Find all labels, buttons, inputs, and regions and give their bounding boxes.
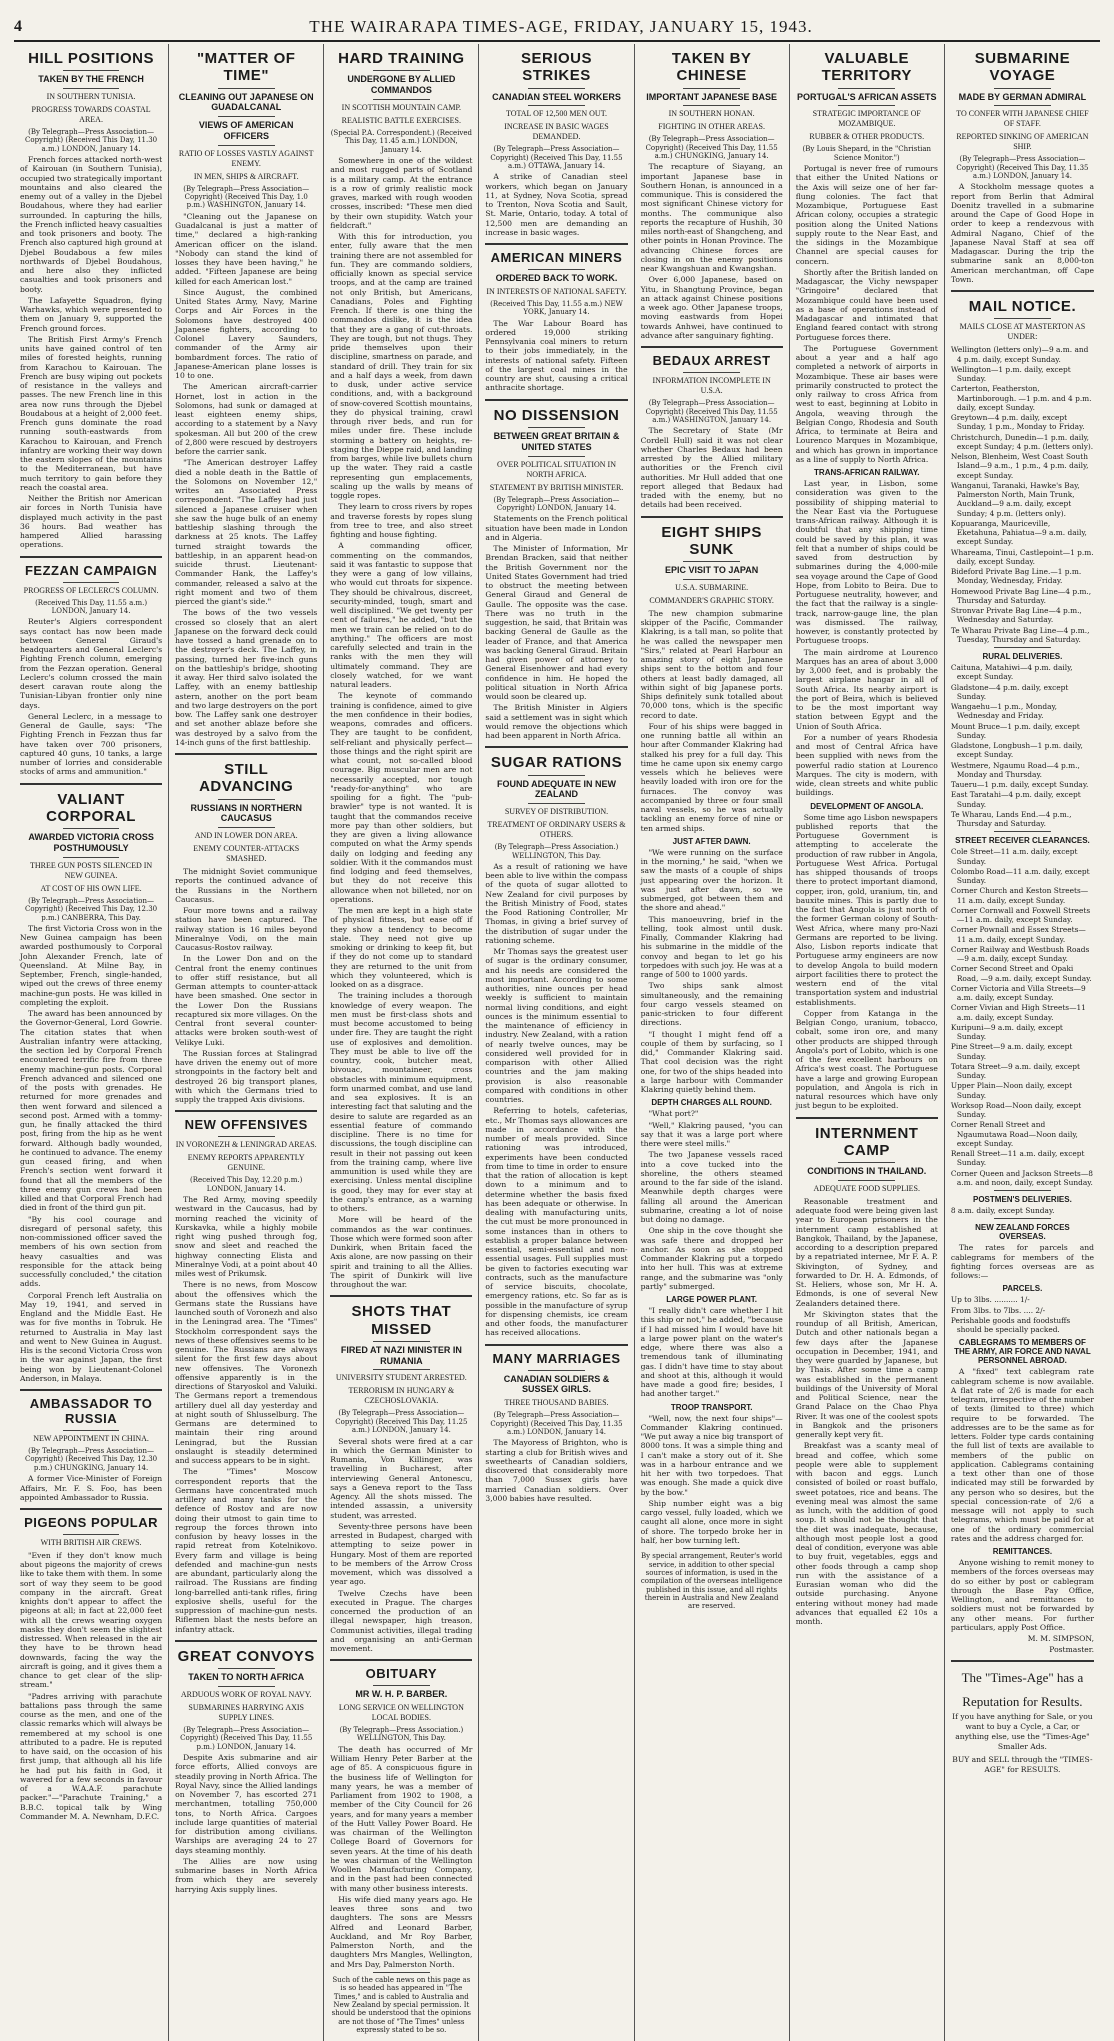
headline: AMBASSADOR TO RUSSIA xyxy=(29,1396,153,1427)
paragraph: Despite Axis submarine and air force efforts, Allied convoys are steadily proving in North Africa. The Royal Navy, since the Allied landings on November 7, has escorted 271 merchantmen, totalling 750,000 tons, to North Africa. Cargoes include large quantities of material for distribution among civilians. Warships are averaging 24 to 27 days steaming monthly. xyxy=(175,1753,318,1855)
deck: REALISTIC BATTLE EXERCISES. xyxy=(341,115,462,125)
paragraph: Neither the British nor American air forces in North Tunisia have displayed much activity in the past 36 hours. Bad weather has hampered Allied harassing operations. xyxy=(20,494,163,550)
deck: ADEQUATE FOOD SUPPLIES. xyxy=(813,1183,920,1193)
dateline: (By Telegraph—Press Association—Copyright) LONDON, January 14. xyxy=(493,495,620,512)
paragraph: Several shots were fired at a car in which the German Minister to Rumania, Von Killinger, was travelling in Bucharest, after interviewing General Antonescu, says a Geneva report to the Tass Agency. All the shots missed. The intended assassin, a university student, was arrested. xyxy=(330,1436,473,1520)
deck: INFORMATION INCOMPLETE IN U.S.A. xyxy=(652,376,771,396)
subheadline: PORTUGAL'S AFRICAN ASSETS xyxy=(797,91,937,102)
list-item: Totara Street—9 a.m. daily, except Sunday. xyxy=(950,1061,1081,1081)
headline: SERIOUS STRIKES xyxy=(520,50,592,85)
list-item: Upper Plain—Noon daily, except Sunday. xyxy=(950,1081,1073,1100)
list-item: Caituna, Matahiwi—4 p.m. daily, except Sunday. xyxy=(950,663,1073,682)
article-many-marriages xyxy=(485,1352,627,1503)
list-item: Corner Victoria and Villa Streets—9 a.m. daily, except Sunday. xyxy=(950,983,1086,1003)
paragraph: One ship in the cove thought she was safe there and dropped her anchor. As soon as she stopped Commander Klakring put a torpedo into her hull. This was at extreme range, and the submarine was "only partly" submerged. xyxy=(640,1226,783,1291)
article-hill-positions xyxy=(20,50,162,550)
subheadline: AWARDED VICTORIA CROSS POSTHUMOUSLY xyxy=(28,832,154,853)
paragraph: Mr Skivington states that the roundup of all British, American, Dutch and other nationals began a few days after the Japanese occupation in December, 1941, and they were guarded by Japanese, but by Thais. After some time a camp was established in the permanent buildings of the University of Moral and Political Science, near the Grand Palace on the Chao Phya River. It was one of the coolest spots in Bangkok and the prisoners generally kept very fit. xyxy=(795,1309,938,1440)
subheadline: CLEANING OUT JAPANESE ON GUADALCANAL xyxy=(178,91,314,113)
headline: SUGAR RATIONS xyxy=(490,754,623,772)
paragraph: The midnight Soviet communique reports the continued advance of the Russians in the Northern Caucasus. xyxy=(175,867,318,904)
paragraph: Twelve Czechs have been executed in Prague. The charges concerned the production of an illegal newspaper, high treason, Communist activities, illegal trading and organising an anti-German movement. xyxy=(330,1588,473,1654)
deck: THREE GUN POSTS SILENCED IN NEW GUINEA. xyxy=(29,860,153,880)
deck: ENEMY REPORTS APPARENTLY GENUINE. xyxy=(187,1153,305,1173)
deck: RATIO OF LOSSES VASTLY AGAINST ENEMY. xyxy=(178,148,314,168)
paragraph: "Well, now, the next four ships"—Commander Klakring continued. "We put away a nice big transport of 8000 tons. It was a simple thing and I can't make a story out of it. She was in a harbour entrance and we hit her with two torpedoes. That was enough. She made a quick dive by the bow." xyxy=(640,1413,783,1497)
headline: AMERICAN MINERS xyxy=(490,250,623,266)
deck: RUBBER & OTHER PRODUCTS. xyxy=(809,132,925,142)
paragraph: The two Japanese vessels raced into a cove tucked into the shoreline, the others steamed around to the far side of the island. Meanwhile depth charges were falling all around the American submarine, creating a lot of noise but doing no damage. xyxy=(640,1150,783,1225)
list-item: Greytown—4 p.m. daily, except Sunday, 1 p.m., Monday to Friday. xyxy=(950,413,1085,432)
deck: IN SOUTHERN HONAN. xyxy=(668,109,755,119)
paragraph: Copper from Katanga in the Belgian Congo, uranium, tobacco, cobalt, some iron ore, and many other products are shipped through Angola's port of Lobito, which is one of the few excellent harbours on Africa's west coast. The Portuguese have a large and growing European population, and Angola is rich in natural resources which have only just begun to be exploited. xyxy=(795,1008,938,1111)
paragraph: Statements on the French political situation have been made in London and in Algeria. xyxy=(485,514,628,542)
dateline: (By Telegraph—Press Association—Copyright) (Received This Day, 1.0 p.m.) WASHINGTON, January 14. xyxy=(183,184,310,210)
headline: NEW OFFENSIVES xyxy=(184,1117,308,1133)
paragraph: They learn to cross rivers by ropes and traverse forests by ropes slung from tree to tree, and also street fighting and house fighting. xyxy=(330,502,473,540)
subheadline: MR W. H. P. BARBER. xyxy=(355,1689,448,1700)
subheadline: VIEWS OF AMERICAN OFFICERS xyxy=(198,120,294,141)
list-item: Corner Queen and Jackson Streets—8 a.m. and noon, daily, except Sunday. xyxy=(950,1168,1093,1187)
columns xyxy=(14,44,1100,2035)
paragraph: A commanding officer, commenting on the commandos, said it was fantastic to suppose that they were a gang of low villains, who would cut throats for sixpence. They should be chivalrous, discreet, security-minded, tough, smart and well disciplined. "We get twenty per cent of failures," he added, "but the men we train can be relied on to do anything." The officers are most carefully selected and train in the ranks with the men they will ultimately command. They are closely watched, for we want natural leaders. xyxy=(330,541,473,690)
section-heading: TROOP TRANSPORT. xyxy=(670,1402,753,1412)
column-3 xyxy=(324,44,479,2041)
copyright-note: Such of the cable news on this page as is so headed has appeared in "The Times," and is cabled to Australia and New Zealand by special permission. It should be understood that the opinions are not those of "The Times" unless expressly stated to be so. xyxy=(331,1975,472,2035)
subheadline: IMPORTANT JAPANESE BASE xyxy=(646,91,777,102)
paragraph: Mr Thomas says the greatest user of sugar is the ordinary consumer, and his needs are considered the most important. According to some authorities, nine ounces per head weekly is sufficient to maintain normal living conditions, and eight ounces is the minimum essential to the maintenance of efficiency in industry. New Zealand, with a ration of nearly twelve ounces, may be considered well provided for in comparison with other Allied countries and the jam making provision is also reasonable compared with conditions in other countries. xyxy=(485,947,628,1105)
list-item: Westmere, Ngaumu Road—4 p.m., Monday and Thursday. xyxy=(950,760,1080,779)
paragraph: Seventy-three persons have been arrested in Budapest, charged with attempting to seize power in Hungary. Most of them are reported to be members of the Arrow Cross movement, which was dissolved a year ago. xyxy=(330,1521,473,1587)
deck: IN SOUTHERN TUNISIA. xyxy=(46,92,136,102)
paragraph: The Lafayette Squadron, flying Warhawks, which were presented to them on January 9, supported the French ground forces. xyxy=(20,295,163,333)
paragraph: Shortly after the British landed on Madagascar, the Vichy newspaper "Gringoire" declared that Mozambique could have been used as a base of operations instead of Madagascar and intimated that England feared contact with strong Portuguese forces there. xyxy=(795,267,938,342)
signature-title: Postmaster. xyxy=(1049,1645,1094,1655)
dateline: (By Telegraph—Press Association.) WELLINGTON, This Day. xyxy=(339,1726,464,1743)
paragraph: Over 6,000 Japanese, based on Yitu, in Shangtung Province, began an attack against Chinese positions a week ago. Other Japanese troops, moving eastwards from Hopei towards Anhwei, have continued to advance after sanguinary fighting. xyxy=(640,275,783,340)
paragraph: The award has been announced by the Governor-General, Lord Gowrie. The citation states that when Australian infantry were attacking, the section led by Corporal French encountered terrific fire from three enemy machine-gun posts. Corporal French advanced and silenced one of the posts with grenades. He returned for more grenades and then went forward and silenced a second post. Armed with a tommy-gun, he finally attacked the third post, firing from the hip as he went forward. Although badly wounded, he continued to advance. The enemy gun ceased firing, and when French's section went forward it found that all the members of the three enemy gun crews had been killed and that Corporal French had died in front of the third gun pit. xyxy=(20,1009,163,1213)
list-item: Stronvar Private Bag Line—4 p.m., Wednesday and Saturday. xyxy=(950,606,1082,625)
deck: TO CONFER WITH JAPANESE CHIEF OF STAFF. xyxy=(956,109,1089,129)
paragraph: Reasonable treatment and adequate food were being given last year to European prisoners in the internment camp established at Bangkok, Thailand, by the Japanese, according to a description prepared by a repatriated internee, Mr F. A. P. Skivington, of Sydney, and forwarded to Dr. H. A. Edmonds, of St. Heliers, whose son, Mr H. A. Edmonds, is one of several New Zealanders detained there. xyxy=(795,1196,938,1308)
paragraph: The Red Army, moving speedily westward in the Caucasus, had by morning reached the vicinity of Kurskavka, while a highly mobile right wing pushed through fog, snow and sleet and reached the highway connecting Elista and Mineralnye Vodi, at a point about 40 miles west of Prikumsk. xyxy=(175,1195,318,1279)
headline: NO DISSENSION xyxy=(493,406,620,424)
paragraph: Last year, in Lisbon, some consideration was given to the possibility of shipping material to the Near East via the Portuguese trans-African railway. Although it is doubtful that any shipping time could be saved by this plan, it was felt that a number of ships could be saved from destruction by submarines during the 4,000-mile sea voyage around the Cape of Good Hope, from Lobito to Beira. Due to Portuguese neutrality, however, and the fact that the railway is a single-track, narrow-gauge line, the plan was dismissed. The railway, however, is constantly protected by Portuguese troops. xyxy=(795,479,938,646)
headline: FEZZAN CAMPAIGN xyxy=(24,562,158,578)
paragraph: The Minister of Information, Mr Brendan Bracken, said that neither the British Government nor the United States Government had tried to obstruct the meeting between General Giraud and General de Gaulle. The opposite was the case. There was no truth in the suggestion, he said, that Britain was backing General de Gaulle as the leader of France, and that America was backing General Giraud. Britain had given power of attorney to General Eisenhower and had every confidence in him. He hoped the political situation in North Africa would soon be cleared up. xyxy=(485,544,628,702)
deck: STRATEGIC IMPORTANCE OF MOZAMBIQUE. xyxy=(812,109,921,129)
paragraph: Anyone wishing to remit money to members of the forces overseas may do so either by post or cablegram through the Base Pay Office, Wellington, and remittances to soldiers must not be forwarded by any other means. For further particulars, apply Post Office. xyxy=(950,1558,1094,1632)
deck: INCREASE IN BASIC WAGES DEMANDED. xyxy=(504,122,609,142)
paragraph: The recapture of Siayang, an important Japanese base in Southern Honan, is announced in a communique. This is considered the most significant Chinese victory for months. The communique also reports the recapture of Hushih, 30 miles north-east of Shangcheng, and other points in Honan Province. The advancing Chinese forces are closing in on the enemy positions near Kwangshuan and Kwangshan. xyxy=(640,162,783,274)
paragraph: Referring to hotels, cafeterias, etc., Mr Thomas says allowances are made in accordance with the number of meals provided. Since rationing was introduced, experiments have been conducted from time to time in order to ensure that the ration of allocation is kept down to a minimum and to determine whether the basis fixed has been adequate or otherwise. In dealing with manufacturing units, the cut must be more pronounced in some instances than in others to establish a proper balance between essential, semi-essential and non-essential usages. Full supplies must be given to factories executing war contracts, such as the manufacture of service biscuits, chocolate, emergency rations, etc. So far as is possible in the manufacture of syrup for dispensing chemists, ice cream and other foods, the manufacturer has received allocations. xyxy=(485,1106,628,1338)
section-heading: PARCELS. xyxy=(1002,1284,1043,1294)
paragraph: "Even if they don't know much about pigeons the majority of crews like to take them with them. In some sort of way they seem to be good company in the aircraft. Great knights don't appear to affect the pigeons at all; in fact at 22,000 feet with all the crews wearing oxygen masks they don't seem the slightest distressed. When released in the air they have to be thrown head downwards, facing the way the aircraft is going, and it gives them a chance to get clear of the slip-stream." xyxy=(20,1550,163,1690)
section-heading: TRANS-AFRICAN RAILWAY. xyxy=(814,468,920,478)
paragraph: More will be heard of the commandos as the war continues. Those which were formed soon after Dunkirk, when Britain faced the Axis alone, are now passing on their spirit and training to all the Allies. The spirit of Dunkirk will live throughout the war. xyxy=(330,1215,473,1290)
dateline: (Special P.A. Correspondent.) (Received This Day, 11.45 a.m.) LONDON, January 14. xyxy=(330,128,473,154)
deck: AND IN LOWER DON AREA. xyxy=(194,831,298,841)
dateline: (By Telegraph—Press Association—Copyright) (Received This Day, 11.55 p.m.) LONDON, January 14. xyxy=(180,1725,313,1751)
paragraph: A "fixed" text cablegram rate cablegram scheme is now available. A flat rate of 2/6 is made for each telegram, irrespective of the number of texts (limited to three) which require to be forwarded. The addresses are to be the same as for letters. Folder type cards containing the full list of texts are available to members of the public on application. Cablegrams containing a text other than one of those indicated may still be forwarded by any person who so desires, but the special concession-rate of 2/6 a message will not apply to such telegrams, which must be paid for at one of the ordinary commercial rates and the address charged for. xyxy=(950,1367,1094,1543)
paragraph: The death has occurred of Mr William Henry Peter Barber at the age of 85. A conspicuous figure in the business life of Wellington for many years, he was a member of Parliament from 1902 to 1908, a member of the City Council for 26 years, and for many years a member of the Hutt Valley Power Board. He was chairman of the Wellington College Board of Governors for seven years. At the time of his death he was chairman of the Wellington Woollen Manufacturing Company, and in the past had been connected with many other business interests. xyxy=(330,1744,473,1893)
deck: MAILS CLOSE AT MASTERTON AS UNDER: xyxy=(959,322,1086,342)
deck: ENEMY COUNTER-ATTACKS SMASHED. xyxy=(193,844,300,864)
article-new-offensives xyxy=(175,1118,317,1633)
list-item: Carterton, Featherston, Martinborough. —1 p.m. and 4 p.m. daily, except Sunday. xyxy=(950,384,1092,412)
headline: VALIANT CORPORAL xyxy=(46,790,136,825)
dateline: (By Telegraph—Press Association—Copyright) (Received This Day, 11.35 a.m.) LONDON, January 14. xyxy=(490,1411,623,1437)
dateline: (By Telegraph—Press Association—Copyright) (Received This Day, 11.55 a.m.) OTTAWA, January 14. xyxy=(490,145,623,171)
article-valiant-corporal xyxy=(20,791,162,1384)
paragraph: The training includes a thorough knowledge of every weapon. The men must be first-class shots and must become accustomed to being under fire. They are taught the right use of explosives and demolition. They must be able to live off the country, cook, butcher meat, bivouac, mountaineer, cross obstacles with minimum equipment, form unarmed combat, and use land and sea explosives. It is an interesting fact that saluting and the desire to salute are regarded as an essential feature of commando discipline. There is no time for discussions, the tough discipline can result in their not passing out keen from the training camp, where live ammunition is used while they are exercising. Unless mental discipline is good, they may for ever stay at the camp's entrance, as a warning to others. xyxy=(330,991,473,1214)
article-obituary xyxy=(330,1667,472,2034)
deck: FIGHTING IN OTHER AREAS. xyxy=(658,122,765,132)
subheadline: ORDERED BACK TO WORK. xyxy=(495,273,618,284)
column-5 xyxy=(635,44,790,2041)
paragraph: French forces attacked north-west of Kairouan (in Southern Tunisia), occupied two strategically important mountains and also cleared the enemy out of a valley in the Djebel Boudahous, where they had earlier surrounded. In capturing the hills, the French inflicted heavy casualties and took prisoners and booty. The French also captured high ground at Djebel Boudabous a few miles northwards of Djebel Boudahous, and here also they inflicted casualties and took prisoners and booty. xyxy=(20,155,163,294)
paragraph: In the Lower Don and on the Central front the enemy continues to offer stiff resistance, but all German attempts to counter-attack have been smashed. One sector in the Lower Don the Russians recaptured six more villages. On the Central front several counter-attacks were broken south-west of Velikye Luki. xyxy=(175,954,318,1047)
headline: "MATTER OF TIME" xyxy=(196,50,296,85)
paragraph: The "Times" Moscow correspondent reports that the Germans have concentrated much artillery and many tanks for the defence of Rostov and are now doing their utmost to gain time to regroup the forces thrown into confusion by heavy losses in the rapid retreat from Kotelnikovo. Every farm and village is being defended and machine-gun nests are abundant, particularly along the railroad. The Russians are finding long-barrelled anti-tank rifles, firing explosive shells, useful for the suppression of machine-gun nests. Riflemen blast the nests before an infantry attack. xyxy=(175,1467,318,1634)
subheadline: UNDERGONE BY ALLIED COMMANDOS xyxy=(347,74,456,96)
list-item: Perishable goods and foodstuffs should be specially packed. xyxy=(950,1315,1071,1335)
dateline: (Received This Day, 12.20 p.m.) LONDON, January 14. xyxy=(190,1176,303,1193)
article-american-miners xyxy=(485,251,627,393)
headline: VALUABLE TERRITORY xyxy=(821,50,912,85)
deck: IN SCOTTISH MOUNTAIN CAMP. xyxy=(341,102,462,112)
headline: EIGHT SHIPS SUNK xyxy=(661,523,762,558)
list-item: Up to 3lbs. .......... 1/- xyxy=(950,1295,1030,1305)
headline: BEDAUX ARREST xyxy=(652,353,771,369)
ad-slogan: BUY and SELL through the "TIMES-AGE" for RESULTS. xyxy=(952,1754,1093,1774)
list-item: Te Wharau, Lands End.—4 p.m., Thursday and Saturday. xyxy=(950,809,1072,829)
dateline: (By Telegraph—Press Association—Copyright) (Received This Day, 11.35 a.m.) LONDON, January 14. xyxy=(956,155,1089,181)
paragraph: A former Vice-Minister of Foreign Affairs, Mr. F. S. Foo, has been appointed Ambassador to Russia. xyxy=(20,1474,163,1502)
ad-title: The "Times-Age" has a xyxy=(961,1670,1084,1686)
paragraph: The rates for parcels and cablegrams for members of the fighting forces overseas are as follows:— xyxy=(950,1243,1094,1281)
headline: TAKEN BY CHINESE xyxy=(671,50,752,85)
article-valuable-territory xyxy=(796,50,938,1111)
subheadline: MADE BY GERMAN ADMIRAL xyxy=(958,91,1087,102)
paragraph: Breakfast was a scanty meal of bread and coffee, which some people were able to supplement with bacon and eggs. Lunch consisted of boiled or roast buffalo, sweet potatoes, rice and beans. The evening meal was almost the same as lunch, with the addition of good soup. It should not be thought that the diet was inadequate, because, although most people lost a good deal of condition, everyone was able to buy fruit, vegetables, eggs and other foods through a camp shop run with the assistance of a Eurasian woman who did the outside purchasing. Anyone entering without money had made advances that equalled £2 10s a month. xyxy=(795,1441,938,1627)
subheadline: TAKEN BY THE FRENCH xyxy=(38,74,144,85)
column-6 xyxy=(790,44,945,2041)
column-7 xyxy=(945,44,1100,2041)
list-item: Wellington (letters only)—9 a.m. and 4 p.m. daily, except Sunday. xyxy=(950,345,1089,364)
copyright-note: By special arrangement, Reuter's world service, in addition to other special sources of information, is used in the compilation of the overseas intelligence published in this issue, and all rights therein in Australia and New Zealand are reserved. xyxy=(640,1552,783,1611)
article-eight-ships-sunk xyxy=(641,524,783,1611)
headline: MANY MARRIAGES xyxy=(492,1350,621,1366)
list-item: Whareama, Tinui, Castlepoint—1 p.m. daily, except Sunday. xyxy=(950,547,1094,566)
dateline: (By Louis Shepard, in the "Christian Science Monitor.") xyxy=(802,145,932,162)
dateline: (By Telegraph—Press Association—Copyright) (Received This Day, 11.55 a.m.) CHUNGKING, January 14. xyxy=(645,135,778,161)
article-pigeons-popular xyxy=(20,1516,162,1821)
paragraph: The Secretary of State (Mr Cordell Hull) said it was not clear whether Charles Bedaux had been arrested by the Allied military authorities or the French civil authorities. Mr Hull added that one report alleged that Bedaux had traded with the enemy, but no details had been received. xyxy=(640,426,783,510)
headline: GREAT CONVOYS xyxy=(177,1647,315,1665)
column-2 xyxy=(169,44,324,2041)
list-item: Cole Street—11 a.m. daily, except Sunday. xyxy=(950,847,1078,866)
list-item: Worksop Road—Noon daily, except Sunday. xyxy=(950,1100,1082,1120)
dateline: (By Telegraph—Press Association—Copyright) (Received This Day, 11.30 a.m.) LONDON, January 14. xyxy=(25,128,158,153)
deck: ARDUOUS WORK OF ROYAL NAVY. xyxy=(180,1689,312,1699)
list-item: Colombo Road—11 a.m. daily, except Sunday. xyxy=(950,866,1090,886)
ad-body: If you have anything for Sale, or you want to buy a Cycle, a Car, or anything else, use the "Times-Age" Smaller Ads. xyxy=(952,1712,1093,1751)
paragraph: The main airdrome at Lourenco Marques has an area of about 3,000 by 3,000 feet, and is probably the largest airplane hangar in all of South Africa. Its nearby airport is the port of Beira, which is believed to be the most important way station between Egypt and the Union of South Africa. xyxy=(795,647,938,731)
paragraph: "Cleaning out the Japanese on Guadalcanal is just a matter of time," declared a high-ranking American officer on the island. "Nobody can stand the kind of losses they have been having," he added. "Fifteen Japanese are being killed for each American lost." xyxy=(175,211,318,286)
paragraph: As a result of rationing we have been able to live within the compass of the quota of sugar allotted to New Zealand for civil purposes by the British Ministry of Food, states the Food Rationing Controller, Mr Thomas, in giving a brief survey of the distribution of sugar under the rationing scheme. xyxy=(485,861,628,945)
headline: OBITUARY xyxy=(365,1666,438,1682)
parcels-list xyxy=(951,1295,1094,1334)
section-heading: LARGE POWER PLANT. xyxy=(666,1295,757,1305)
subheadline: FIRED AT NAZI MINISTER IN RUMANIA xyxy=(340,1344,462,1366)
signature-name: M. M. SIMPSON, xyxy=(1027,1634,1094,1644)
article-hard-training xyxy=(330,50,472,1289)
paragraph: This manoeuvring, brief in the telling, took almost until dusk. Finally, Commander Klakring had his submarine in the middle of the convoy and began to let go his torpedoes with such joy. He was at a range of 500 to 1000 yards. xyxy=(640,914,783,980)
paragraph: Two ships sank almost simultaneously, and the remaining four cargo vessels steamed on panic-stricken to four different directions. xyxy=(640,981,783,1028)
list-item: 8 a.m. daily, except Sunday. xyxy=(950,1206,1055,1216)
subheadline: TAKEN TO NORTH AFRICA xyxy=(188,1672,305,1683)
deck: LONG SERVICE ON WELLINGTON LOCAL BODIES. xyxy=(338,1703,464,1723)
paragraph: "We were running on the surface in the morning," he said, "when we saw the masts of a couple of ships just appearing over the horizon. It was just after dawn, so we submerged, got between them and the shore and ahead." xyxy=(640,847,783,913)
subheadline: FOUND ADEQUATE IN NEW ZEALAND xyxy=(496,778,616,800)
subheadline: EPIC VISIT TO JAPAN xyxy=(665,565,759,576)
rural-list xyxy=(951,663,1094,828)
page-number: 4 xyxy=(14,18,22,35)
section-heading: STREET RECEIVER CLEARANCES. xyxy=(955,836,1090,846)
column-1 xyxy=(14,44,169,2041)
paragraph: The Portuguese Government about a year and a half ago completed a network of airports in Mozambique. These air bases were primarily constructed to protect the only railway to cross Africa from west to east, beginning at Lobito in Angola, weaving through the Belgian Congo, Rhodesia and South Africa, to terminate at Beira and Lourenco Marques in Mozambique, and which has grown in importance as a line of supply to North Africa. xyxy=(795,343,938,464)
subheadline: RUSSIANS IN NORTHERN CAUCASUS xyxy=(190,802,302,824)
list-item: Wanganui, Taranaki, Hawke's Bay, Palmerston North, Main Trunk, Auckland—9 a.m. daily, except Sunday; 4 p.m. (letters only). xyxy=(950,480,1080,518)
section-heading: JUST AFTER DAWN. xyxy=(672,836,751,846)
deck: SUBMARINES HARRYING AXIS SUPPLY LINES. xyxy=(188,1702,304,1722)
section-heading: POSTMEN'S DELIVERIES. xyxy=(973,1195,1072,1205)
article-bedaux-arrest xyxy=(641,354,783,509)
paragraph: The bows of the two vessels crossed so closely that an alert Japanese on the forward deck could have tossed a hand grenade on to the destroyer's deck. The Laffey, in passing, turned her five-inch guns on the battleship's bridge, shooting it away. Her third salvo isolated the Laffey, with an enemy battleship astern, another on the port beam and two large destroyers on the port bow. The Laffey sank one destroyer and set another ablaze before she was destroyed by a salvo from the 14-inch guns of the first battleship. xyxy=(175,608,318,747)
deck: IN INTERESTS OF NATIONAL SAFETY. xyxy=(486,286,627,296)
paragraph: Portugal is never free of rumours that either the United Nations or the Axis will seize one of her far-flung colonies. The fact that Mozambique, Portuguese East African colony, occupies a strategic position along the United Nations supply route to the Near East, and the sidings in the Mozambique Channel are special causes for concern. xyxy=(795,164,938,266)
paragraph: "I really didn't care whether I hit this ship or not," he added, "because if I had missed him I would have hit a large power plant on the water's edge, where there was also a tremendous tank of illuminating gas. I didn't have time to stay about and shoot at this, although it would have made a good fire; besides, I had another target." xyxy=(640,1306,783,1399)
list-item: Corner Pownall and Essex Streets—11 a.m. daily, except Sunday. xyxy=(950,925,1086,944)
list-item: Kuripuni—9 a.m. daily, except Sunday. xyxy=(950,1022,1063,1042)
deck: OVER POLITICAL SITUATION IN NORTH AFRICA. xyxy=(496,459,616,479)
street-list xyxy=(951,847,1094,1187)
dateline: (By Telegraph—Press Association—Copyright) (Received This Day, 12.30 p.m.) CHUNGKING, January 14. xyxy=(25,1447,158,1472)
deck: IN MEN, SHIPS & AIRCRAFT. xyxy=(193,171,299,181)
paragraph: Four more towns and a railway station have been captured. The railway station is 16 miles beyond Mineralnye Vodi, on the main Caucasus-Rostov railway. xyxy=(175,906,318,953)
list-item: Bideford Private Bag Line.—1 p.m. Monday, Wednesday, Friday. xyxy=(950,567,1082,586)
deck: STATEMENT BY BRITISH MINISTER. xyxy=(489,482,624,492)
article-taken-by-chinese xyxy=(641,50,783,340)
deck: AT COST OF HIS OWN LIFE. xyxy=(40,883,142,893)
headline: INTERNMENT CAMP xyxy=(815,1124,919,1159)
headline: SUBMARINE VOYAGE xyxy=(974,50,1071,85)
list-item: Renall Street—11 a.m. daily, except Sunday. xyxy=(950,1149,1085,1168)
paragraph: General Leclerc, in a message to General de Gaulle, says: "The Fighting French in Fezzan thus far have taken over 700 prisoners, captured 40 guns, 10 tanks, a large number of lorries and considerable stocks of arms and ammunition." xyxy=(20,711,163,777)
article-great-convoys xyxy=(175,1648,317,1894)
paragraph: Four of his ships were bagged in one running battle all within an hour after Commander Klakring had stalked his prey for a full day. This time he came upon six enemy cargo vessels which he believes were heavily loaded with iron ore for the furnaces. The convoy was accompanied by three or four small naval vessels, so he was actually tackling an enemy force of nine or ten armed ships. xyxy=(640,721,783,833)
article-no-dissension xyxy=(485,407,627,741)
list-item: Corner Vivian and High Streets—11 a.m. daily, except Sunday. xyxy=(950,1003,1086,1022)
list-item: Gladstone, Longbush—1 p.m. daily, except Sunday. xyxy=(950,741,1083,760)
subheadline: CONDITIONS IN THAILAND. xyxy=(807,1166,927,1177)
article-sugar-rations xyxy=(485,754,627,1337)
paragraph: The American aircraft-carrier Hornet, lost in action in the Solomons, had sunk or damaged at least eighteen enemy ships, according to a statement by a Navy spokesman. All but 200 of the crew of 2,800 were rescued by destroyers before the carrier sank. xyxy=(175,382,318,457)
mail-list xyxy=(951,345,1094,644)
paragraph: The British First Army's French units have gained control of ten miles of forested heights, running from Karachou to Kairouan. The French are busy wiping out pockets of resistance in the valleys and passes. The new French line in this area now runs through the Djebel Boudabous at a height of 2,000 feet. French guns dominate the road running south-eastwards from Karachou to Kairouan, and French infantry are working their way down the eastern slopes of the mountains to the Mediterranean, but have much territory to gain before they reach the coastal area. xyxy=(20,334,163,492)
article-ambassador-to-russia xyxy=(20,1397,162,1502)
list-item: Corner Second Street and Opaki Road, —9 a.m. daily, except Sunday. xyxy=(950,964,1092,983)
list-item: Wellington—1 p.m. daily, except Sunday. xyxy=(950,364,1071,384)
dateline: (By Telegraph—Press Association—Copyright) (Received This Day, 12.30 p.m.) CANBERRA, This Day. xyxy=(25,896,158,922)
masthead xyxy=(14,14,1100,42)
list-item: Corner Railway and Westbush Roads—9 a.m. daily, except Sunday. xyxy=(950,944,1090,964)
deck: IN VORONEZH & LENINGRAD AREAS. xyxy=(175,1140,317,1150)
section-heading: DEVELOPMENT OF ANGOLA. xyxy=(810,801,924,811)
dateline: (Received This Day, 11.55 a.m.) LONDON, January 14. xyxy=(35,598,148,616)
deck: WITH BRITISH AIR CREWS. xyxy=(40,1537,142,1547)
headline: HILL POSITIONS xyxy=(28,50,155,67)
deck: SURVEY OF DISTRIBUTION. xyxy=(504,807,609,817)
list-item: Wangaehu—1 p.m., Monday, Wednesday and Friday. xyxy=(950,702,1058,721)
deck: REPORTED SINKING OF AMERICAN SHIP. xyxy=(956,132,1089,152)
article-internment-camp xyxy=(796,1125,938,1627)
subheadline: BETWEEN GREAT BRITAIN & UNITED STATES xyxy=(493,430,620,452)
paragraph: A Stockholm message quotes a report from Berlin that Admiral Doenitz travelled in a submarine around the Cape of Good Hope in order to keep a rendezvous with Admiral Nagano, Chief of the Japanese Naval Staff at sea off Madagascar. During the trip the submarine sank an 8,000-ton American merchantman, off Cape Town. xyxy=(950,182,1094,284)
deck: UNIVERSITY STUDENT ARRESTED. xyxy=(335,1373,467,1383)
dateline: (Received This Day, 11.55 a.m.) NEW YORK, January 14. xyxy=(490,299,623,317)
list-item: Taueru—1 p.m. daily, except Sunday. xyxy=(950,780,1089,790)
article-submarine-voyage xyxy=(951,50,1094,284)
dateline: (By Telegraph—Press Association—Copyright) (Received This Day, 11.25 a.m.) LONDON, January 14. xyxy=(335,1409,468,1435)
paragraph: The Mayoress of Brighton, who is starting a club for British wives and sweethearts of Canadian soldiers, discovered that considerably more than 7,000 Sussex girls have married Canadian soldiers. Over 3,000 babies have resulted. xyxy=(485,1438,628,1503)
section-heading: DEPTH CHARGES ALL ROUND. xyxy=(651,1098,772,1108)
paragraph: His wife died many years ago. He leaves three sons and two daughters. The sons are Messrs Alfred and Leonard Barber, Auckland, and Mr Roy Barber, Palmerston North, and the daughters Mrs Mangles, Wellington, and Mrs Day, Palmerston North. xyxy=(330,1894,473,1969)
newspaper-title: THE WAIRARAPA TIMES-AGE, FRIDAY, JANUARY 15, 1943. xyxy=(309,17,813,36)
dateline: (By Telegraph—Press Association.) WELLINGTON, This Day. xyxy=(494,843,619,860)
list-item: Corner Renall Street and Ngaumutawa Road—Noon daily, except Sunday. xyxy=(950,1120,1078,1148)
ad-title: Reputation for Results. xyxy=(962,1693,1083,1709)
article-fezzan-campaign xyxy=(20,564,162,777)
paragraph: The Russian forces at Stalingrad have driven the enemy out of more strongpoints in the factory belt and destroyed 26 big transport planes, with which the Germans tried to supply the trapped Axis divisions. xyxy=(175,1048,318,1105)
mail-notice xyxy=(951,298,1094,1654)
section-heading: RURAL DELIVERIES. xyxy=(982,652,1063,662)
paragraph: The men are kept in a high state of physical fitness, but ease off if they show a tendency to become stale. They need not give up smoking or drinking to keep fit, but if they do not come up to standard they are returned to the unit from which they volunteered, which is looked on as a disgrace. xyxy=(330,906,473,990)
deck: THREE THOUSAND BABIES. xyxy=(504,1398,609,1408)
advertisement xyxy=(951,1670,1094,1774)
article-still-advancing xyxy=(175,761,317,1104)
paragraph: Reuter's Algiers correspondent says contact has now been made between General Giraud's headquarters and General Leclerc's Fighting French column, emerging from the Fezzan operation. General Leclerc's column crossed the main desert caravan route along the Tunisian-Libyan frontier only nine days. xyxy=(20,617,163,710)
dateline: (By Telegraph—Press Association—Copyright) (Received This Day, 11.55 a.m.) WASHINGTON, January 14. xyxy=(645,399,778,424)
list-item: Corner Cornwall and Foxwell Streets—11 a.m. daily, except Sunday. xyxy=(950,905,1091,925)
article-shots-that-missed xyxy=(330,1303,472,1653)
paragraph: Ship number eight was a big cargo vessel, fully loaded, which we caught all alone, once more in sight of shore. The torpedo broke her in half, her bow turning left. xyxy=(640,1498,783,1545)
list-item: Gladstone—4 p.m. daily, except Sunday. xyxy=(950,682,1069,701)
paragraph: Since August, the combined United States Army, Navy, Marine Corps and Air Forces in the Solomons have destroyed 400 Japanese fighters, according to Colonel Lavery Saunders, commander of the Army air bombardment forces. The ratio of Japanese-American plane losses is 10 to one. xyxy=(175,287,318,381)
paragraph: "Padres arriving with parachute battalions pass through the same course as the men, and one of the classic remarks which will always be remembered at my school is one attributed to a padre. He is reputed to have said, on the occasion of his first jump, that although all his life he had put his faith in God, it wavered for a few seconds in favour of a W.A.A.F. parachute packer."—"Parachute Training," a B.B.C. topical talk by Wing Commander M. A. Newnham, D.F.C. xyxy=(20,1691,163,1821)
list-item: Mount Bruce—1 p.m. daily, except Sunday. xyxy=(950,721,1080,740)
list-item: Kopuaranga, Mauriceville, Eketahuna, Pahiatua—9 a.m. daily, except Sunday. xyxy=(950,518,1087,547)
list-item: Te Wharau Private Bag Line—4 p.m., Tuesday, Thursday and Saturday. xyxy=(950,625,1090,644)
list-item: Homewood Private Bag Line—4 p.m., Thursday and Saturday. xyxy=(950,586,1092,605)
section-heading: CABLEGRAMS TO MEMBERS OF THE ARMY, AIR FORCE AND NAVAL PERSONNEL ABROAD. xyxy=(954,1338,1091,1366)
article-serious-strikes xyxy=(485,50,627,237)
deck: TREATMENT OF ORDINARY USERS & OTHERS. xyxy=(487,820,626,840)
paragraph: For a number of years Rhodesia and most of Central Africa have been supplied with news from the powerful radio station at Lourenco Marques. The city is modern, with wide, clean streets and white public buildings. xyxy=(795,732,938,798)
list-item: East Taratahi—4 p.m. daily, except Sunday. xyxy=(950,790,1081,809)
paragraph: The keynote of commando training is confidence, aimed to give the men confidence in their bodies, weapons, comrades and officers. They are taught to be confident, self-reliant and physically perfect—those things and the right spirit are what count, not so-called blood courage. Big muscular men are not necessarily accepted, nor tough "ready-for-anything" who are spoiling for a fight. The "pub-brawler" type is not wanted. It is taught that the commandos receive more pay than other soldiers, but they are given a living allowance computed on what the Army spends daily on lodging and feeding any soldier. With it the commandos must find lodging and feed themselves, but they do not receive this allowance when not billeted, nor on operations. xyxy=(330,691,473,904)
subheadline: CANADIAN STEEL WORKERS xyxy=(492,91,621,102)
deck: TERRORISM IN HUNGARY & CZECHOSLOVAKIA. xyxy=(348,1386,455,1406)
list-item: Nelson, Blenheim, West Coast South Island—9 a.m., 1 p.m., 4 p.m. daily, except Sunday. xyxy=(950,452,1089,480)
paragraph: Some time ago Lisbon newspapers published reports that the Portuguese Government is attempting to accelerate the production of raw rubber in Angola, Portuguese West Africa. Portugal has shipped thousands of troops there to protect important diamond, copper, iron, gold, uranium, tin, and bauxite mines. This is partly due to the fact that Angola is just north of the former German colony of South-West Africa, where many pro-Nazi Germans are reported to be living. Also, Lisbon reports indicate that Portuguese army engineers are now to develop Angola to build modern airport facilities there to protect the western end of the vital transportation system and industrial establishments. xyxy=(795,812,938,1007)
deck: U.S.A. SUBMARINE. xyxy=(675,582,749,592)
list-item: Corner Church and Keston Streets—11 a.m. daily, except Sunday. xyxy=(950,886,1089,905)
deck: NEW APPOINTMENT IN CHINA. xyxy=(33,1434,149,1444)
paragraph: "By his cool courage and disregard of personal safety, this non-commissioned officer saved the members of his own section from heavy casualties and was responsible for the attack being successfully concluded," the citation adds. xyxy=(20,1214,163,1289)
list-item: From 3lbs. to 7lbs. .... 2/- xyxy=(950,1305,1046,1315)
paragraph: "I thought I might fend off a couple of them by surfacing, so I did," Commander Klakring said. That cool decision was the right one, for two of the ships headed into a large harbour with Commander Klakring quietly behind them. xyxy=(640,1029,783,1095)
subheadline: CANADIAN SOLDIERS & SUSSEX GIRLS. xyxy=(503,1373,610,1395)
list-item: Pine Street—9 a.m. daily, except Sunday. xyxy=(950,1042,1073,1061)
headline: HARD TRAINING xyxy=(338,50,465,67)
paragraph: "Well," Klakring paused, "you can say that it was a large port where there were steel mills." xyxy=(640,1120,783,1149)
paragraph: The Allies are now using submarine bases in North Africa from which they are severely harrying Axis supply lines. xyxy=(175,1856,318,1894)
headline: MAIL NOTICE. xyxy=(968,298,1077,316)
paragraph: The first Victoria Cross won in the New Guinea campaign has been awarded posthumously to Corporal John Alexander French, late of Queensland. At Milne Bay, in September, French, single-handed, wiped out the crews of three enemy machine-gun posts. He was killed in completing the exploit. xyxy=(20,923,163,1007)
headline: PIGEONS POPULAR xyxy=(24,1515,159,1530)
deck: PROGRESS TOWARDS COASTAL AREA. xyxy=(31,105,151,125)
paragraph: The War Labour Board has ordered 19,000 striking Pennsylvania coal miners to return to their jobs immediately, in the interests of national safety. Fifteen of the largest coal mines in the country are shut, causing a critical anthracite shortage. xyxy=(485,318,628,393)
paragraph: The new champion submarine skipper of the Pacific, Commander Klakring, is a tall man, so polite that he was called the newspaper men "Sirs," related at Pearl Harbour an amazing story of eight Japanese ships sent to the bottom and four others at least badly damaged, all within sight of big Japanese ports. Ships definitely sunk totalled about 70,000 tons, which is the specific record to date. xyxy=(640,608,783,720)
column-4 xyxy=(479,44,634,2041)
article-matter-of-time xyxy=(175,50,317,747)
list-item: Christchurch, Dunedin—1 p.m. daily, except Sunday; 4 p.m. (letters only). xyxy=(950,432,1094,451)
headline: SHOTS THAT MISSED xyxy=(351,1303,452,1338)
paragraph: The British Minister in Algiers said a settlement was in sight which would remove the objections which had been apparent in North Africa. xyxy=(485,703,628,741)
paragraph: With this for introduction, you enter, fully aware that the men training there are not assembled for fun. They are commando soldiers, officially known as special service troops, and at the camp are trained not only British, but Americans, Canadians, Poles and Fighting French. If there is one thing the commandos dislike, it is the idea that they are a gang of cut-throats. They are tough, but not thugs. They pride themselves upon their discipline, smartness on parade, and standard of drill. They train for six and a half days a week, from dawn to dusk, under active service conditions, and, with a background of snow-covered Scottish mountains, they do physical training, crawl through river beds, and run for miles under fire. These include storming a battery on heights, re-staging the Dieppe raid, and landing from barges, while live bullets churn up the water. They raid a castle representing gun emplacements, scaling up the walls by means of toggle ropes. xyxy=(330,232,473,501)
paragraph: Corporal French left Australia on May 19, 1941, and served in England and the Middle East. He was for five months in Tobruk. He returned to Australia in May last and went to New Guinea in August. His is the second Victoria Cross won in the war against Japan, the first being won by Lieutenant-Colonel Anderson, in Malaya. xyxy=(20,1290,163,1383)
deck: TOTAL OF 12,500 MEN OUT. xyxy=(506,109,607,119)
deck: COMMANDER'S GRAPHIC STORY. xyxy=(649,595,774,605)
paragraph: "What port?" xyxy=(648,1109,699,1119)
headline: STILL ADVANCING xyxy=(199,761,294,796)
paragraph: Somewhere in one of the wildest and most rugged parts of Scotland is a military camp. At the entrance is a row of grimly realistic mock graves, marked with rough wooden crosses, inscribed: "These men died by their own stupidity. Watch your fieldcraft." xyxy=(330,156,473,230)
deck: PROGRESS OF LECLERC'S COLUMN. xyxy=(23,585,159,595)
paragraph: There is no news, from Moscow about the offensives which the Germans state the Russians have launched south of Voronezh and also in the Leningrad area. The "Times" Stockholm correspondent says the news of these offensives seems to be genuine. The Russians are always silent for the first few days about new offensives. The Voronezh offensive apparently is in the directions of Staryoskol and Valuiki. The Germans report a tremendous artillery duel all day yesterday and at night south of Shlusselburg. The Germans are determined to maintain their ring around Leningrad, but the Russian onslaught is steadily determined and success appears to be in sight. xyxy=(175,1280,318,1466)
paragraph: "The American destroyer Laffey died a noble death in the Battle of the Solomons on November 12," writes an Associated Press correspondent. "The Laffey had just silenced a Japanese cruiser when she saw the huge bulk of an enemy battleship slashing through the darkness at 25 knots. The Laffey turned straight towards the battleship, in an apparent head-on suicide thrust. Lieutenant-Commander Hank, the Laffey's commander, released a salvo at the right moment and two of them pierced the giant's side." xyxy=(175,458,318,607)
paragraph: A strike of Canadian steel workers, which began on January 11, at Sydney, Nova Scotia, spread to Trenton, Nova Scotia and Sault, St. Marie, Ontario, today. A total of 12,500 men are demanding an increase in basic wages. xyxy=(485,172,628,237)
section-heading: NEW ZEALAND FORCES OVERSEAS. xyxy=(975,1223,1070,1242)
section-heading: REMITTANCES. xyxy=(992,1547,1053,1557)
